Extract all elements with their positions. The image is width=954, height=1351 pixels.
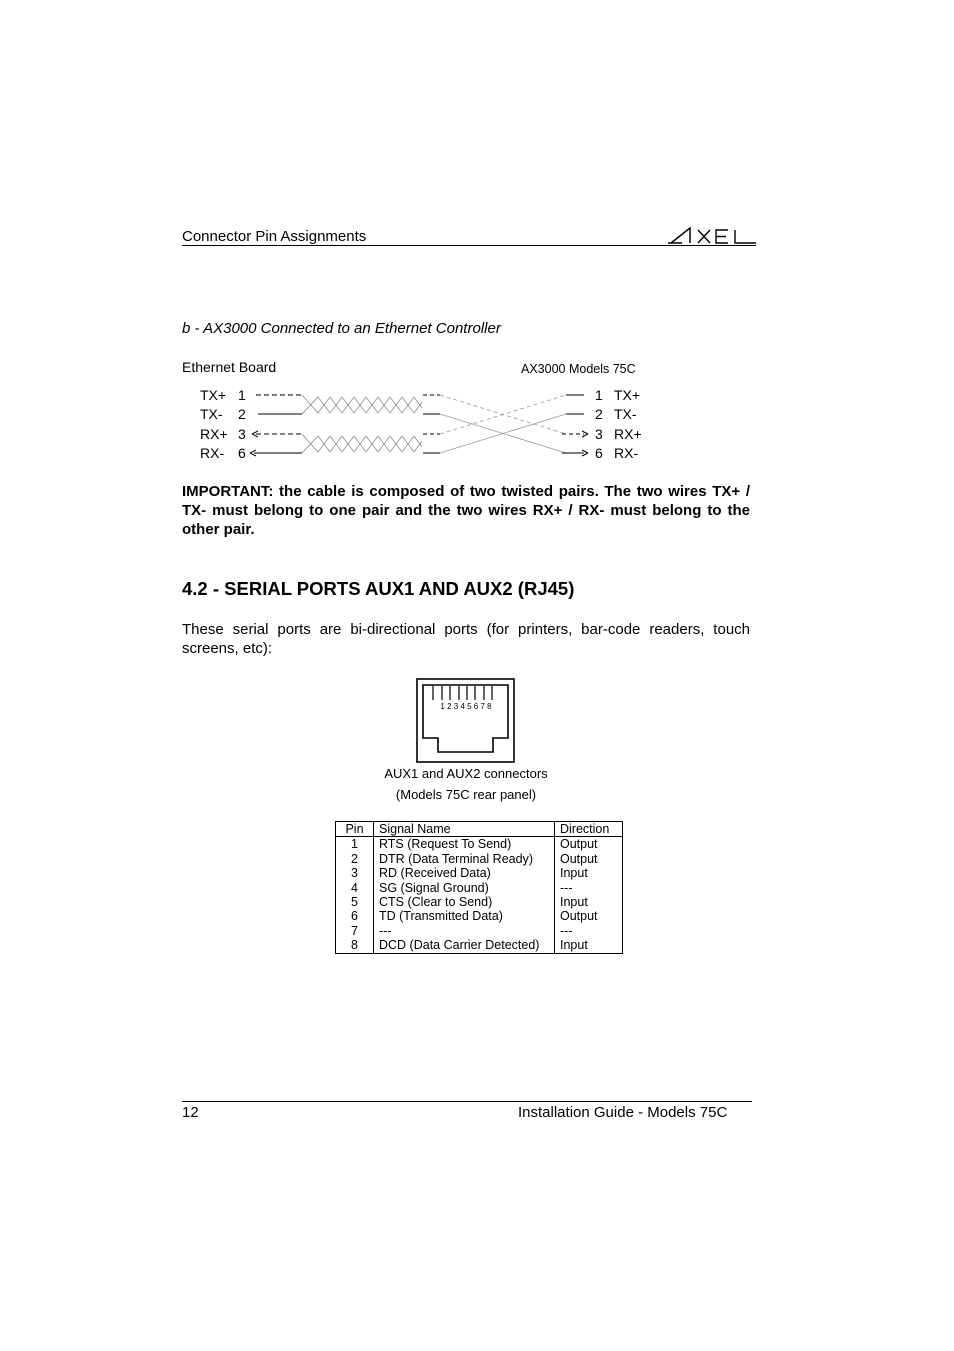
table-row — [336, 909, 623, 923]
body-paragraph: These serial ports are bi-directional ports (for printers, bar-code readers, touch screens, etc): — [182, 621, 750, 657]
right-signal: TX- — [614, 406, 637, 422]
pin-cell: 6 — [336, 909, 374, 923]
pin-cell: 3 — [336, 866, 374, 880]
crossover-lines — [440, 395, 566, 453]
table-row — [336, 852, 623, 866]
table-row — [336, 938, 623, 953]
left-signal: TX- — [200, 406, 223, 422]
table-row — [336, 866, 623, 880]
twisted-pairs — [302, 395, 422, 453]
column-header-pin: Pin — [336, 822, 374, 837]
direction-cell: Input — [555, 938, 623, 953]
right-signal: RX+ — [614, 426, 642, 442]
right-signal: RX- — [614, 445, 639, 461]
direction-cell: --- — [555, 881, 623, 895]
column-header-signal: Signal Name — [374, 822, 555, 837]
table-row — [336, 895, 623, 909]
connector-caption: AUX1 and AUX2 connectors — [384, 766, 548, 781]
direction-cell: Output — [555, 909, 623, 923]
ethernet-wiring-diagram — [178, 352, 658, 472]
right-pin: 1 — [595, 387, 603, 403]
pin-cell: 8 — [336, 938, 374, 953]
right-pin: 3 — [595, 426, 603, 442]
direction-cell: --- — [555, 924, 623, 938]
section-heading: 4.2 - SERIAL PORTS AUX1 AND AUX2 (RJ45) — [182, 578, 575, 599]
right-pin: 6 — [595, 445, 603, 461]
column-header-direction: Direction — [555, 822, 623, 837]
direction-cell: Output — [555, 852, 623, 866]
footer-divider — [182, 1101, 752, 1102]
signal-cell: DCD (Data Carrier Detected) — [374, 938, 555, 953]
table-header-row — [336, 822, 623, 837]
left-wires — [250, 395, 302, 456]
direction-cell: Input — [555, 866, 623, 880]
ethernet-board-label: Ethernet Board — [182, 359, 277, 375]
important-note: IMPORTANT: the cable is composed of two twisted pairs. The two wires TX+ / TX- must belong to one pair and the two wires RX+ / RX- must belong to the other pair. — [182, 483, 750, 538]
direction-cell: Input — [555, 895, 623, 909]
pin-cell: 2 — [336, 852, 374, 866]
signal-cell: TD (Transmitted Data) — [374, 909, 555, 923]
right-pin: 2 — [595, 406, 603, 422]
left-signal: RX+ — [200, 426, 228, 442]
table-row — [336, 881, 623, 895]
left-pin: 1 — [238, 387, 246, 403]
left-pin: 3 — [238, 426, 246, 442]
right-wires — [562, 395, 588, 456]
mid-wires — [423, 395, 440, 453]
left-pin: 2 — [238, 406, 246, 422]
rj45-pin-numbers: 1 2 3 4 5 6 7 8 — [440, 702, 492, 711]
footer-guide-title: Installation Guide - Models 75C — [518, 1104, 728, 1121]
pin-assignment-table — [335, 821, 623, 954]
pin-cell: 4 — [336, 881, 374, 895]
direction-cell: Output — [555, 837, 623, 852]
pin-cell: 7 — [336, 924, 374, 938]
left-signal: TX+ — [200, 387, 227, 403]
signal-cell: RD (Received Data) — [374, 866, 555, 880]
left-pin: 6 — [238, 445, 246, 461]
pin-cell: 1 — [336, 837, 374, 852]
pin-cell: 5 — [336, 895, 374, 909]
signal-cell: RTS (Request To Send) — [374, 837, 555, 852]
subsection-title: b - AX3000 Connected to an Ethernet Controller — [182, 320, 501, 337]
page-number: 12 — [182, 1104, 199, 1121]
signal-cell: DTR (Data Terminal Ready) — [374, 852, 555, 866]
connector-caption-sub: (Models 75C rear panel) — [395, 787, 537, 802]
table-row — [336, 837, 623, 852]
ax3000-label: AX3000 Models 75C — [521, 362, 636, 376]
table-row — [336, 924, 623, 938]
right-signal: TX+ — [614, 387, 641, 403]
rj45-connector-diagram — [416, 678, 516, 764]
axel-logo — [668, 224, 758, 246]
signal-cell: CTS (Clear to Send) — [374, 895, 555, 909]
left-signal: RX- — [200, 445, 225, 461]
page-header-title: Connector Pin Assignments — [182, 228, 367, 245]
signal-cell: --- — [374, 924, 555, 938]
signal-cell: SG (Signal Ground) — [374, 881, 555, 895]
